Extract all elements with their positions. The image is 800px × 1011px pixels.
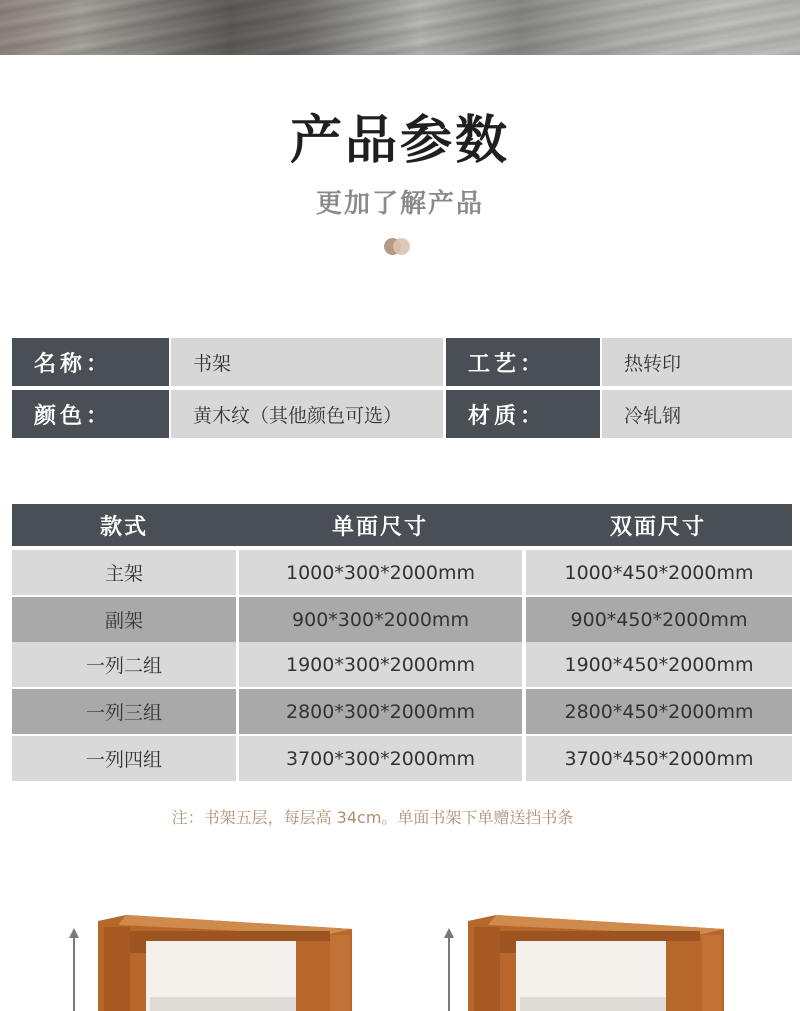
- bookshelf-double-image: [466, 913, 728, 1011]
- spec-label-craft: 工艺：: [446, 338, 600, 386]
- page-subtitle: 更加了解产品: [315, 189, 484, 219]
- table-cell-single: 1900*300*2000mm: [239, 642, 522, 687]
- arrow-shaft: [448, 936, 450, 1011]
- dot-right: [393, 238, 410, 255]
- table-cell-double: 3700*450*2000mm: [526, 736, 792, 781]
- spec-label-material: 材质：: [446, 390, 600, 438]
- spec-value-material: 冷轧钢: [602, 390, 792, 438]
- spec-label-color: 颜色：: [12, 390, 169, 438]
- spec-value-craft: 热转印: [602, 338, 792, 386]
- spec-value-color: 黄木纹（其他颜色可选）: [171, 390, 443, 438]
- table-header-style: 款式: [12, 504, 236, 546]
- table-cell-single: 1000*300*2000mm: [239, 550, 522, 595]
- table-cell-style: 副架: [12, 597, 236, 642]
- hero-photo-strip: [0, 0, 800, 55]
- table-header-double: 双面尺寸: [524, 504, 792, 546]
- table-cell-single: 900*300*2000mm: [239, 597, 522, 642]
- table-cell-style: 一列二组: [12, 642, 236, 687]
- table-cell-double: 1000*450*2000mm: [526, 550, 792, 595]
- table-note: 注：书架五层，每层高 34cm。单面书架下单赠送挡书条: [171, 808, 574, 827]
- table-header-single: 单面尺寸: [236, 504, 524, 546]
- table-cell-style: 一列三组: [12, 689, 236, 734]
- table-cell-single: 3700*300*2000mm: [239, 736, 522, 781]
- arrow-shaft: [73, 936, 75, 1011]
- table-cell-double: 1900*450*2000mm: [526, 642, 792, 687]
- table-cell-single: 2800*300*2000mm: [239, 689, 522, 734]
- table-cell-double: 2800*450*2000mm: [526, 689, 792, 734]
- decorative-dots: [384, 238, 412, 256]
- page-title: 产品参数: [289, 111, 510, 171]
- bookshelf-single-image: [96, 913, 356, 1011]
- table-cell-double: 900*450*2000mm: [526, 597, 792, 642]
- spec-value-name: 书架: [171, 338, 443, 386]
- table-cell-style: 主架: [12, 550, 236, 595]
- spec-label-name: 名称：: [12, 338, 169, 386]
- table-cell-style: 一列四组: [12, 736, 236, 781]
